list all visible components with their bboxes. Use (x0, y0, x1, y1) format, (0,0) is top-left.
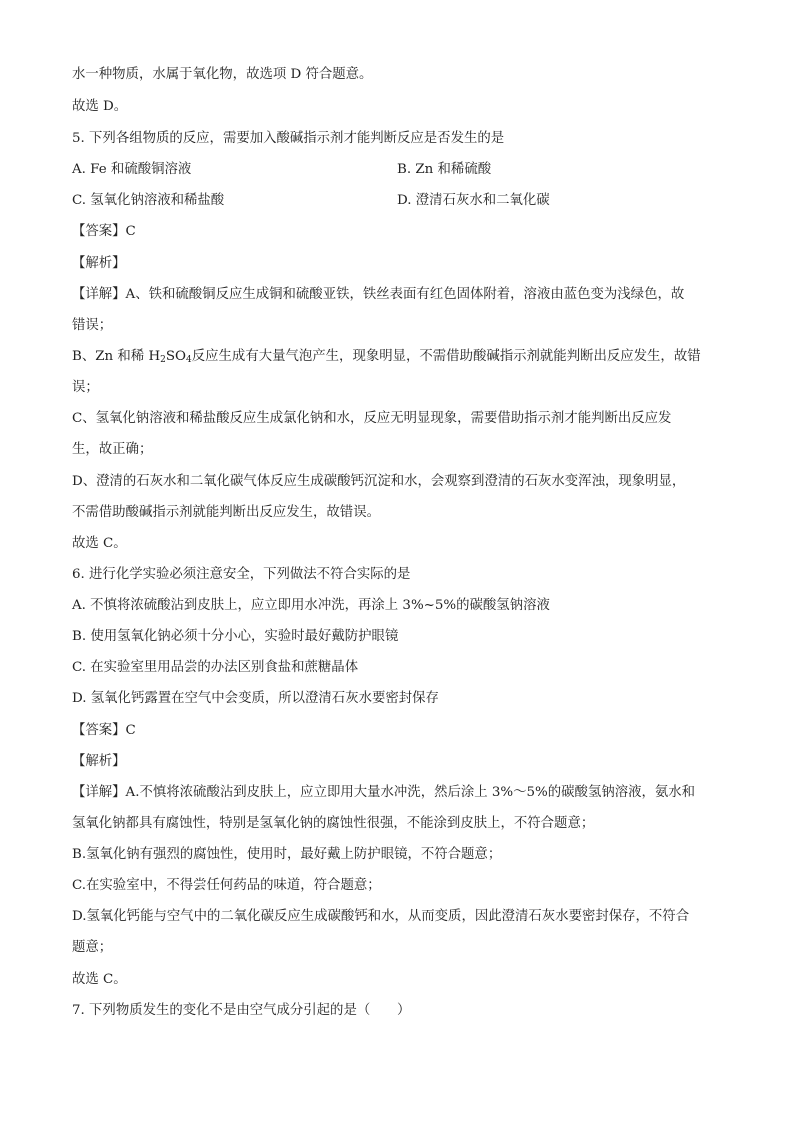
question-5-option-c: C. 氢氧化钠溶液和稀盐酸 (72, 193, 225, 208)
question-5-stem: 5. 下列各组物质的反应，需要加入酸碱指示剂才能判断反应是否发生的是 (72, 131, 505, 146)
detail-line: 【详解】A.不慎将浓硫酸沾到皮肤上，应立即用大量水冲洗，然后涂上 3%～5%的碳酸氢钠溶液，氨水和 (72, 785, 696, 800)
conclusion-line: 故选 C。 (72, 536, 127, 551)
analysis-label: 【解析】 (72, 754, 126, 769)
question-5-option-d: D. 澄清石灰水和二氧化碳 (397, 193, 550, 208)
question-6-option-a: A. 不慎将浓硫酸沾到皮肤上，应立即用水冲洗，再涂上 3%~5%的碳酸氢钠溶液 (72, 598, 550, 613)
detail-line: 【详解】A、铁和硫酸铜反应生成铜和硫酸亚铁，铁丝表面有红色固体附着，溶液由蓝色变为浅绿色，故 (72, 287, 685, 302)
detail-text: SO (165, 349, 187, 364)
question-6-stem: 6. 进行化学实验必须注意安全，下列做法不符合实际的是 (72, 567, 411, 582)
detail-line: D.氢氧化钙能与空气中的二氧化碳反应生成碳酸钙和水，从而变质，因此澄清石灰水要密封保存，不符合 (72, 909, 690, 924)
answer-label: 【答案】C (72, 224, 136, 239)
detail-line: C.在实验室中，不得尝任何药品的味道，符合题意； (72, 878, 381, 893)
detail-line: 生，故正确； (72, 442, 153, 457)
subscript: 4 (186, 355, 192, 365)
subscript: 2 (160, 355, 166, 365)
question-5-option-b: B. Zn 和稀硫酸 (397, 162, 492, 177)
question-7-stem: 7. 下列物质发生的变化不是由空气成分引起的是（ ） (72, 1003, 411, 1018)
detail-text: 反应生成有大量气泡产生，现象明显，不需借助酸碱指示剂就能判断出反应发生，故错 (191, 349, 701, 364)
analysis-label: 【解析】 (72, 256, 126, 271)
question-6-option-c: C. 在实验室里用品尝的办法区别食盐和蔗糖晶体 (72, 660, 359, 675)
text-line: 水一种物质，水属于氧化物，故选项 D 符合题意。 (72, 67, 373, 82)
detail-line: B.氢氧化钠有强烈的腐蚀性，使用时，最好戴上防护眼镜，不符合题意； (72, 847, 502, 862)
detail-line-formula (72, 347, 701, 367)
conclusion-line: 故选 C。 (72, 972, 127, 987)
detail-line: 氢氧化钠都具有腐蚀性，特别是氢氧化钠的腐蚀性很强，不能涂到皮肤上，不符合题意； (72, 816, 595, 831)
detail-line: C、氢氧化钠溶液和稀盐酸反应生成氯化钠和水，反应无明显现象，需要借助指示剂才能判断出反应发 (72, 411, 672, 426)
question-6-option-b: B. 使用氢氧化钠必须十分小心，实验时最好戴防护眼镜 (72, 629, 399, 644)
detail-line: 错误； (72, 318, 113, 333)
detail-text: B、Zn 和稀 H (72, 349, 161, 364)
detail-line: 不需借助酸碱指示剂就能判断出反应发生，故错误。 (72, 505, 380, 520)
detail-line: D、澄清的石灰水和二氧化碳气体反应生成碳酸钙沉淀和水，会观察到澄清的石灰水变浑浊，现象明显， (72, 474, 686, 489)
conclusion-line: 故选 D。 (72, 99, 128, 114)
detail-line: 误； (72, 380, 99, 395)
question-5-option-a: A. Fe 和硫酸铜溶液 (72, 162, 192, 177)
detail-line: 题意； (72, 940, 113, 955)
answer-label: 【答案】C (72, 723, 136, 738)
question-6-option-d: D. 氢氧化钙露置在空气中会变质，所以澄清石灰水要密封保存 (72, 691, 439, 706)
